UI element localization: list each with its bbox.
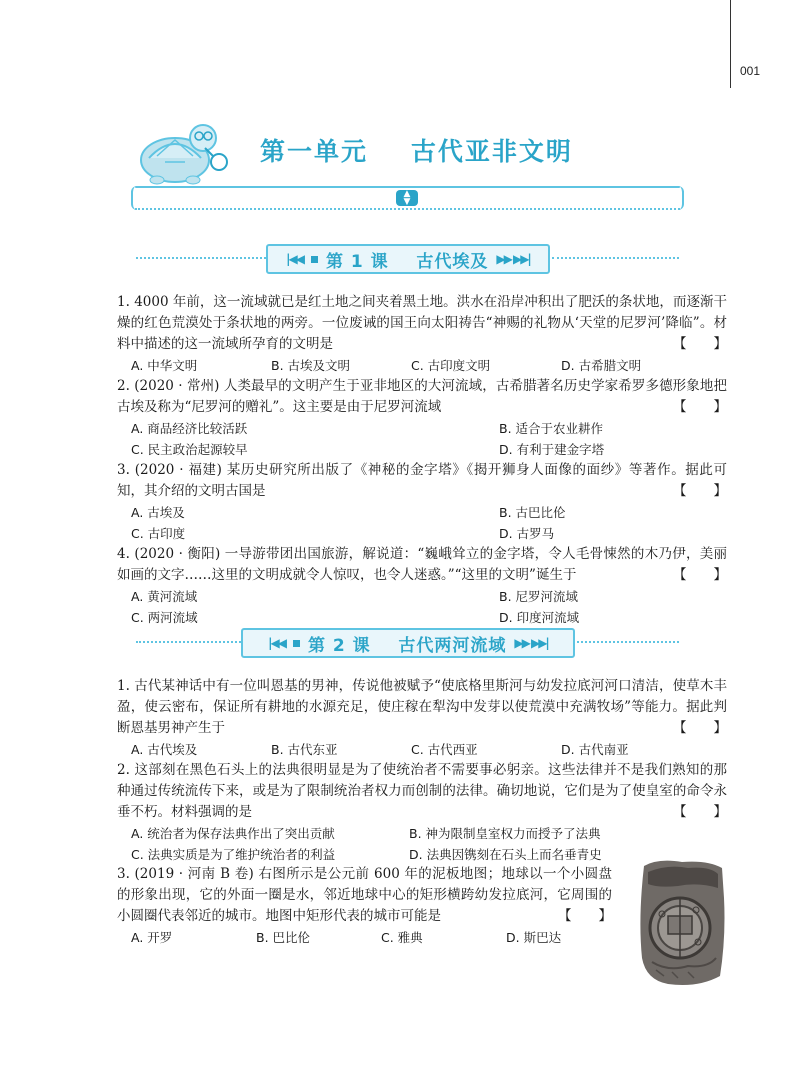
options [131, 418, 727, 460]
question-1-1 [117, 292, 727, 376]
options [131, 355, 727, 376]
header-bracket-left [131, 186, 139, 210]
lesson-2-banner [136, 628, 679, 658]
question-1-2 [117, 376, 727, 460]
option-c: C. 法典实质是为了维护统治者的利益 [131, 847, 336, 862]
banner-dots-left [136, 641, 241, 643]
page-number: 001 [740, 64, 761, 78]
option-a: A. 商品经济比较活跃 [131, 421, 248, 436]
header-rule [135, 186, 680, 188]
question-1-3 [117, 460, 727, 544]
header-bracket-right [676, 186, 684, 210]
option-c: C. 古印度 [131, 526, 186, 541]
option-d: D. 斯巴达 [506, 930, 562, 945]
option-a: A. 开罗 [131, 930, 173, 945]
option-b: B. 古代东亚 [271, 742, 338, 757]
option-c: C. 民主政治起源较早 [131, 442, 248, 457]
unit-header [135, 110, 680, 225]
header-dotted-rule [135, 208, 680, 210]
lesson-2-title: 第 2 课 古代两河流域 [308, 635, 507, 656]
option-b: B. 适合于农业耕作 [499, 421, 604, 436]
skip-forward-icon: ▶▶ ▶▶| [514, 636, 548, 650]
option-a: A. 统治者为保存法典作出了突出贡献 [131, 826, 335, 841]
expand-toggle-icon: ▲ ▼ [396, 190, 418, 206]
question-stem: 3. (2020 · 福建) 某历史研究所出版了《神秘的金字塔》《揭开狮身人面像的面纱》等著作。据此可知，其介绍的文明古国是 [117, 462, 727, 499]
lesson-2-box [241, 628, 575, 658]
answer-bracket: 【 】 [673, 336, 727, 352]
question-stem: 2. 这部刻在黑色石头上的法典很明显是为了使统治者不需要事必躬亲。这些法律并不是我们熟知的那种通过传统流传下来，或是为了限制统治者权力而创制的法律。确切地说，它们是为了使皇室的命令永垂不朽。材料强调的是 [117, 762, 727, 820]
answer-bracket: 【 】 [673, 399, 727, 415]
option-c: C. 古代西亚 [411, 742, 478, 757]
lesson-1-banner [136, 244, 679, 274]
question-stem: 1. 4000 年前，这一流域就已是红土地之间夹着黑土地。洪水在沿岸冲积出了肥沃的条状地，而逐渐干燥的红色荒漠处于条状地的两旁。一位废诫的国王向太阳祷告“神赐的礼物从‘天堂的尼罗河’降临”。材料中描述的这一流域所孕育的文明是 [117, 294, 727, 352]
options [131, 502, 727, 544]
question-stem: 3. (2019 · 河南 B 卷) 右图所示是公元前 600 年的泥板地图；地球以一个小圆盘的形象出现，它的外面一圈是水，邻近地球中心的矩形横跨幼发拉底河，它周围的小圆圈代表邻近的城市。地图中矩形代表的城市可能是 [117, 866, 612, 924]
clay-tablet-map-image [638, 858, 726, 988]
question-2-1 [117, 676, 727, 760]
square-marker-icon [311, 256, 318, 263]
option-d: D. 古代南亚 [561, 742, 629, 757]
option-d: D. 古希腊文明 [561, 358, 642, 373]
option-a: A. 中华文明 [131, 358, 198, 373]
unit-title: 第一单元 古代亚非文明 [260, 137, 573, 166]
option-a: A. 古埃及 [131, 505, 185, 520]
banner-dots-right [577, 641, 679, 643]
option-c: C. 两河流域 [131, 610, 198, 625]
skip-back-icon: |◀◀ [268, 636, 285, 650]
option-b: B. 古埃及文明 [271, 358, 351, 373]
option-b: B. 神为限制皇室权力而授予了法典 [409, 826, 601, 841]
option-c: C. 古印度文明 [411, 358, 491, 373]
question-1-4 [117, 544, 727, 628]
answer-bracket: 【 】 [673, 804, 727, 820]
skip-back-icon: |◀◀ [286, 252, 303, 266]
option-b: B. 古巴比伦 [499, 505, 566, 520]
lesson-1-title: 第 1 课 古代埃及 [326, 251, 489, 272]
question-2-2 [117, 760, 727, 865]
option-c: C. 雅典 [381, 930, 423, 945]
question-stem: 2. (2020 · 常州) 人类最早的文明产生于亚非地区的大河流域，古希腊著名历史学家希罗多德形象地把古埃及称为“尼罗河的赠礼”。这主要是由于尼罗河流域 [117, 378, 727, 415]
answer-bracket: 【 】 [673, 567, 727, 583]
option-d: D. 古罗马 [499, 526, 555, 541]
answer-bracket: 【 】 [673, 720, 727, 736]
option-d: D. 法典因镌刻在石头上而名垂青史 [409, 847, 602, 862]
options [131, 586, 727, 628]
option-b: B. 尼罗河流域 [499, 589, 579, 604]
option-b: B. 巴比伦 [256, 930, 311, 945]
answer-bracket: 【 】 [558, 908, 612, 924]
option-a: A. 黄河流域 [131, 589, 198, 604]
answer-bracket: 【 】 [673, 483, 727, 499]
lesson-1-box [266, 244, 550, 274]
turtle-mascot-icon [135, 110, 230, 190]
option-d: D. 印度河流域 [499, 610, 580, 625]
question-stem: 4. (2020 · 衡阳) 一导游带团出国旅游，解说道：“巍峨耸立的金字塔，令人毛骨悚然的木乃伊，美丽如画的文字……这里的文明成就令人惊叹，也令人迷惑。”“这里的文明”诞生于 [117, 546, 727, 583]
skip-forward-icon: ▶▶ ▶▶| [496, 252, 530, 266]
options [131, 739, 727, 760]
banner-dots-right [552, 257, 679, 259]
banner-dots-left [136, 257, 266, 259]
option-a: A. 古代埃及 [131, 742, 198, 757]
option-d: D. 有利于建金字塔 [499, 442, 605, 457]
page-edge-rule [730, 0, 731, 88]
question-2-3 [117, 864, 612, 948]
square-marker-icon [293, 640, 300, 647]
question-stem: 1. 古代某神话中有一位叫恩基的男神，传说他被赋予“使底格里斯河与幼发拉底河河口清洁，使草木丰盈，使云密布，保证所有耕地的水源充足，使庄稼在犁沟中发芽以使荒漠中充满牧场”等能力。据此判断恩基男神产生于 [117, 678, 727, 736]
options [131, 927, 612, 948]
